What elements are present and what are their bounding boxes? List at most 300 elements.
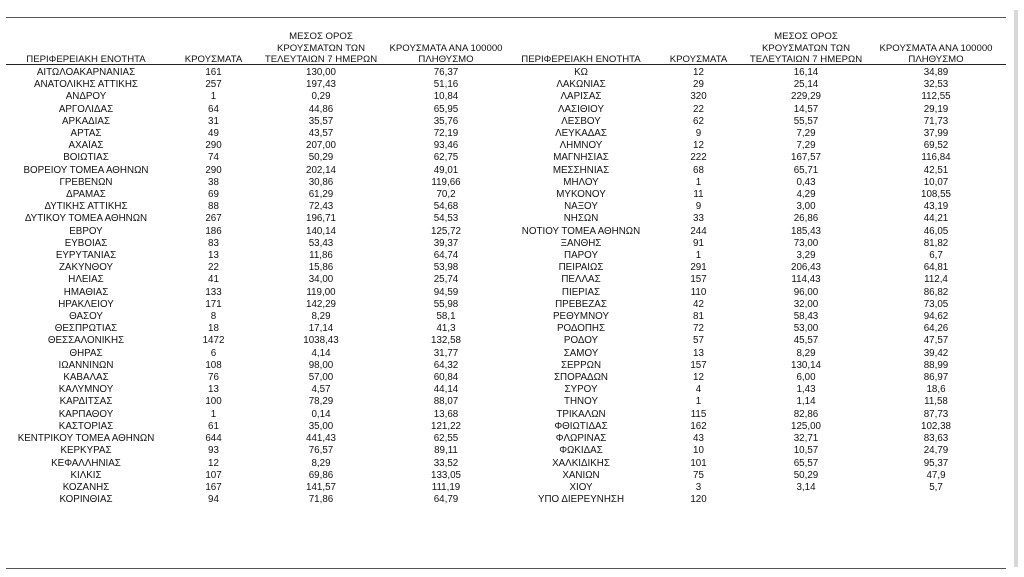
- cell-region-left: ΚΙΛΚΙΣ: [70, 469, 102, 481]
- cell-cases-left: 100: [205, 396, 222, 408]
- cell-cases-right: 12: [693, 372, 704, 384]
- cell-per100k-left: 111,19: [431, 481, 461, 493]
- cell-region-left: ΑΝΑΤΟΛΙΚΗΣ ΑΤΤΙΚΗΣ: [34, 79, 138, 91]
- cell-cases-left: 61: [208, 420, 219, 432]
- cell-region-left: ΚΑΣΤΟΡΙΑΣ: [58, 420, 114, 432]
- cell-avg7-left: 441,43: [306, 433, 336, 445]
- cell-avg7-left: 142,29: [306, 298, 336, 310]
- cell-region-left: ΑΙΤΩΛΟΑΚΑΡΝΑΝΙΑΣ: [36, 67, 136, 78]
- cell-cases-right: 12: [693, 67, 704, 78]
- cell-region-right: ΣΠΟΡΑΔΩΝ: [553, 372, 609, 384]
- cell-cases-left: 38: [208, 176, 219, 188]
- cell-per100k-left: 55,98: [433, 298, 459, 310]
- cell-cases-right: 91: [693, 237, 704, 249]
- cell-avg7-right: 125,00: [791, 420, 821, 432]
- cell-cases-right: 115: [690, 408, 707, 420]
- cell-region-left: ΓΡΕΒΕΝΩΝ: [59, 176, 113, 188]
- cell-region-left: ΖΑΚΥΝΘΟΥ: [58, 262, 114, 274]
- cell-region-left: ΚΕΝΤΡΙΚΟΥ ΤΟΜΕΑ ΑΘΗΝΩΝ: [17, 433, 155, 445]
- cell-cases-left: 13: [208, 250, 219, 262]
- cell-per100k-left: 64,32: [433, 359, 459, 371]
- cell-per100k-right: 71,73: [923, 115, 949, 127]
- table-row: [6, 494, 1006, 506]
- cell-avg7-left: 50,29: [308, 152, 334, 164]
- cell-region-left: ΕΒΡΟΥ: [69, 225, 103, 237]
- table-row: [6, 79, 1006, 91]
- table-row: [6, 396, 1006, 408]
- cell-cases-left: 22: [208, 262, 219, 274]
- cell-region-right: ΠΑΡΟΥ: [564, 250, 598, 262]
- cell-region-left: ΑΡΤΑΣ: [70, 128, 102, 140]
- cell-avg7-right: 16,14: [793, 67, 819, 78]
- cell-cases-right: 157: [690, 359, 707, 371]
- cell-avg7-right: 73,00: [793, 237, 819, 249]
- cell-region-right: ΛΑΡΙΣΑΣ: [560, 91, 602, 103]
- cell-cases-right: 62: [693, 115, 704, 127]
- cell-avg7-left: 76,57: [308, 445, 334, 457]
- cell-avg7-left: 8,29: [311, 311, 331, 323]
- cell-per100k-left: 54,68: [433, 201, 459, 213]
- header-row: [6, 24, 1006, 67]
- cell-region-right: ΣΕΡΡΩΝ: [560, 359, 602, 371]
- cell-cases-left: 108: [205, 359, 222, 371]
- cell-avg7-left: 119,00: [306, 286, 336, 298]
- cell-avg7-right: 82,86: [793, 408, 819, 420]
- cell-per100k-right: 69,52: [923, 140, 949, 152]
- cell-cases-right: 320: [690, 91, 707, 103]
- table-row: [6, 348, 1006, 360]
- cell-cases-right: 1: [695, 176, 702, 188]
- cell-avg7-right: 130,14: [791, 359, 821, 371]
- cell-cases-left: 8: [210, 311, 217, 323]
- cell-avg7-right: 26,86: [793, 213, 819, 225]
- cell-per100k-left: 62,55: [433, 433, 459, 445]
- cell-region-left: ΗΜΑΘΙΑΣ: [63, 286, 109, 298]
- cell-region-right: ΡΟΔΟΥ: [563, 335, 599, 347]
- header-cases-right: ΚΡΟΥΣΜΑΤΑ: [669, 53, 728, 65]
- cell-per100k-right: 88,99: [923, 359, 949, 371]
- cell-cases-left: 12: [208, 457, 219, 469]
- cell-per100k-left: 64,79: [433, 494, 459, 506]
- cell-avg7-left: 196,71: [306, 213, 336, 225]
- cell-avg7-right: 45,57: [793, 335, 819, 347]
- table-row: [6, 165, 1006, 177]
- cell-region-right: ΝΑΞΟΥ: [564, 201, 598, 213]
- cell-avg7-right: 6,00: [796, 372, 816, 384]
- cell-cases-left: 49: [208, 128, 219, 140]
- table-row: [6, 201, 1006, 213]
- cell-cases-right: 43: [693, 433, 704, 445]
- cell-per100k-right: 46,05: [923, 225, 949, 237]
- cell-per100k-right: 86,82: [923, 286, 949, 298]
- cell-region-right: ΝΗΣΩΝ: [563, 213, 599, 225]
- cell-cases-left: 88: [208, 201, 219, 213]
- cell-region-right: ΠΙΕΡΙΑΣ: [561, 286, 601, 298]
- cell-avg7-right: 7,29: [796, 140, 816, 152]
- cell-region-left: ΔΡΑΜΑΣ: [66, 189, 106, 201]
- cell-region-left: ΚΕΡΚΥΡΑΣ: [60, 445, 112, 457]
- cell-avg7-right: 65,71: [793, 164, 819, 176]
- table-row: [6, 433, 1006, 445]
- cell-region-right: ΜΥΚΟΝΟΥ: [556, 189, 606, 201]
- cell-per100k-left: 44,14: [433, 384, 459, 396]
- cell-cases-left: 18: [208, 323, 219, 335]
- cell-region-right: ΦΘΙΩΤΙΔΑΣ: [554, 420, 608, 432]
- table-row: [6, 67, 1006, 79]
- cell-cases-right: 222: [690, 152, 707, 164]
- cell-avg7-left: 71,86: [308, 494, 334, 506]
- cell-avg7-left: 141,57: [306, 481, 336, 493]
- cell-region-left: ΑΧΑΪΑΣ: [68, 140, 104, 152]
- cell-per100k-left: 60,84: [433, 372, 459, 384]
- cell-avg7-left: 15,86: [308, 262, 334, 274]
- cell-avg7-left: 0,14: [311, 408, 331, 420]
- table-row: [6, 177, 1006, 189]
- cell-per100k-right: 47,57: [923, 335, 949, 347]
- cell-avg7-right: 4,29: [796, 189, 816, 201]
- cell-cases-left: 64: [208, 103, 219, 115]
- cell-avg7-right: 32,71: [793, 433, 819, 445]
- cell-avg7-left: 30,86: [308, 176, 334, 188]
- cell-avg7-right: 3,29: [796, 250, 816, 262]
- cell-cases-left: 13: [208, 384, 219, 396]
- cell-region-right: ΥΠΟ ΔΙΕΡΕΥΝΗΣΗ: [537, 494, 625, 506]
- cell-cases-left: 167: [205, 481, 222, 493]
- cell-avg7-left: 197,43: [306, 79, 336, 91]
- cell-region-left: ΚΟΡΙΝΘΙΑΣ: [59, 494, 113, 506]
- cell-per100k-left: 35,76: [433, 115, 459, 127]
- cell-avg7-right: 0,43: [796, 176, 816, 188]
- cell-avg7-left: 202,14: [306, 164, 336, 176]
- cell-avg7-left: 43,57: [308, 128, 334, 140]
- cell-per100k-left: 62,75: [433, 152, 459, 164]
- cell-cases-left: 267: [205, 213, 222, 225]
- cell-avg7-right: [746, 494, 866, 506]
- cell-cases-left: 94: [208, 494, 219, 506]
- cell-avg7-left: 78,29: [308, 396, 334, 408]
- cell-per100k-right: 112,55: [921, 91, 951, 103]
- cell-per100k-right: 39,42: [923, 347, 949, 359]
- cell-per100k-right: 47,9: [926, 469, 946, 481]
- cell-region-right: ΤΡΙΚΑΛΩΝ: [556, 408, 606, 420]
- cell-cases-left: 290: [205, 140, 222, 152]
- cell-cases-left: 186: [205, 225, 222, 237]
- cell-region-left: ΔΥΤΙΚΗΣ ΑΤΤΙΚΗΣ: [44, 201, 128, 213]
- table-row: [6, 116, 1006, 128]
- cell-per100k-right: 44,21: [923, 213, 949, 225]
- table-row: [6, 140, 1006, 152]
- cell-region-left: ΕΥΡΥΤΑΝΙΑΣ: [55, 250, 117, 262]
- cell-avg7-right: 25,14: [793, 79, 819, 91]
- cell-per100k-left: 39,37: [433, 237, 459, 249]
- cell-per100k-right: 95,37: [923, 457, 949, 469]
- cell-cases-left: 257: [205, 79, 222, 91]
- cell-avg7-right: 1,14: [796, 396, 816, 408]
- cell-per100k-left: 53,98: [433, 262, 459, 274]
- cell-per100k-right: 83,63: [923, 433, 949, 445]
- table-row: [6, 128, 1006, 140]
- cell-region-left: ΑΡΚΑΔΙΑΣ: [62, 115, 110, 127]
- cell-cases-right: 81: [693, 311, 704, 323]
- table-row: [6, 384, 1006, 396]
- cell-cases-right: 72: [693, 323, 704, 335]
- cell-avg7-right: 53,00: [793, 323, 819, 335]
- cell-cases-right: 68: [693, 164, 704, 176]
- cell-avg7-right: 55,57: [793, 115, 819, 127]
- cell-region-left: ΑΝΔΡΟΥ: [65, 91, 107, 103]
- cell-region-right: ΜΗΛΟΥ: [563, 176, 599, 188]
- cell-per100k-right: 42,51: [923, 164, 949, 176]
- cell-per100k-left: 49,01: [433, 164, 459, 176]
- cell-cases-left: 1: [210, 91, 217, 103]
- cell-region-left: ΘΕΣΠΡΩΤΙΑΣ: [54, 323, 118, 335]
- cell-per100k-right: 11,58: [924, 396, 948, 408]
- cell-cases-left: 107: [205, 469, 222, 481]
- cell-region-right: ΣΥΡΟΥ: [564, 384, 598, 396]
- cell-cases-right: 9: [695, 201, 702, 213]
- table-row: [6, 445, 1006, 457]
- table-row: [6, 91, 1006, 103]
- cell-per100k-right: 108,55: [921, 189, 951, 201]
- cell-region-left: ΘΕΣΣΑΛΟΝΙΚΗΣ: [47, 335, 125, 347]
- cell-avg7-left: 130,00: [306, 67, 336, 78]
- cell-cases-left: 31: [208, 115, 219, 127]
- cell-region-right: ΦΛΩΡΙΝΑΣ: [555, 433, 607, 445]
- table-row: [6, 372, 1006, 384]
- cell-per100k-left: 10,84: [433, 91, 459, 103]
- cell-region-left: ΒΟΙΩΤΙΑΣ: [63, 152, 109, 164]
- cell-per100k-left: 94,59: [433, 286, 459, 298]
- cell-cases-right: 11: [693, 189, 704, 201]
- cell-region-left: ΚΑΒΑΛΑΣ: [63, 372, 109, 384]
- cell-avg7-left: 44,86: [308, 103, 334, 115]
- cell-region-right: ΠΡΕΒΕΖΑΣ: [555, 298, 607, 310]
- cell-region-left: ΔΥΤΙΚΟΥ ΤΟΜΕΑ ΑΘΗΝΩΝ: [24, 213, 148, 225]
- cell-avg7-right: 7,29: [796, 128, 816, 140]
- cell-per100k-left: 31,77: [433, 347, 459, 359]
- cell-per100k-left: 13,68: [433, 408, 459, 420]
- cell-region-left: ΘΑΣΟΥ: [69, 311, 103, 323]
- cell-region-left: ΚΟΖΑΝΗΣ: [62, 481, 110, 493]
- cell-region-right: ΤΗΝΟΥ: [564, 396, 598, 408]
- cell-avg7-right: 167,57: [791, 152, 821, 164]
- cell-cases-left: 76: [208, 372, 219, 384]
- cell-cases-right: 244: [690, 225, 707, 237]
- cell-per100k-left: 41,3: [436, 323, 456, 335]
- cell-avg7-left: 35,57: [308, 115, 334, 127]
- cell-region-right: ΡΕΘΥΜΝΟΥ: [553, 311, 609, 323]
- header-per100k-left: ΚΡΟΥΣΜΑΤΑ ΑΝΑ 100000 ΠΛΗΘΥΣΜΟ: [389, 42, 503, 65]
- table-row: [6, 287, 1006, 299]
- cell-cases-left: 1: [210, 408, 217, 420]
- cell-per100k-right: 29,19: [923, 103, 949, 115]
- cell-avg7-left: 69,86: [308, 469, 334, 481]
- cell-region-left: ΕΥΒΟΙΑΣ: [64, 237, 108, 249]
- cell-region-right: ΛΑΚΩΝΙΑΣ: [556, 79, 606, 91]
- cell-per100k-right: 116,84: [921, 152, 951, 164]
- cell-avg7-right: 32,00: [793, 298, 819, 310]
- cell-region-right: ΧΑΛΚΙΔΙΚΗΣ: [552, 457, 610, 469]
- cell-region-right: ΜΑΓΝΗΣΙΑΣ: [553, 152, 609, 164]
- cell-cases-right: 3: [695, 481, 702, 493]
- cell-region-right: ΡΟΔΟΠΗΣ: [556, 323, 606, 335]
- header-avg7-left: ΜΕΣΟΣ ΟΡΟΣ ΚΡΟΥΣΜΑΤΩΝ ΤΩΝ ΤΕΛΕΥΤΑΙΩΝ 7 ΗΜΕΡΩΝ: [264, 31, 378, 65]
- cell-region-right: ΦΩΚΙΔΑΣ: [559, 445, 603, 457]
- table-row: [6, 323, 1006, 335]
- cell-avg7-left: 207,00: [306, 140, 336, 152]
- table-row: [6, 189, 1006, 201]
- cell-avg7-right: 65,57: [793, 457, 819, 469]
- cell-per100k-right: 24,79: [923, 445, 949, 457]
- cell-per100k-left: 89,11: [434, 445, 458, 457]
- cell-per100k-right: 81,82: [923, 237, 949, 249]
- table-row: [6, 238, 1006, 250]
- cell-avg7-left: 98,00: [308, 359, 334, 371]
- cell-per100k-left: 93,46: [433, 140, 459, 152]
- cell-per100k-left: 119,66: [431, 176, 461, 188]
- cell-region-left: ΒΟΡΕΙΟΥ ΤΟΜΕΑ ΑΘΗΝΩΝ: [23, 164, 149, 176]
- cell-avg7-right: 50,29: [793, 469, 819, 481]
- cell-cases-right: 29: [693, 79, 704, 91]
- cell-per100k-left: 121,22: [431, 420, 461, 432]
- cell-cases-left: 83: [208, 237, 219, 249]
- cell-avg7-right: 3,00: [796, 201, 816, 213]
- cell-cases-right: 75: [693, 469, 704, 481]
- cell-cases-right: 42: [693, 298, 704, 310]
- cell-region-right: ΠΕΛΛΑΣ: [561, 274, 601, 286]
- cell-per100k-right: 102,38: [921, 420, 951, 432]
- cell-avg7-right: 58,43: [793, 311, 819, 323]
- cell-avg7-right: 185,43: [791, 225, 821, 237]
- cell-avg7-left: 140,14: [306, 225, 336, 237]
- cell-region-left: ΑΡΓΟΛΙΔΑΣ: [58, 103, 114, 115]
- cell-cases-right: 57: [693, 335, 704, 347]
- cell-cases-right: 162: [690, 420, 707, 432]
- cell-avg7-left: 8,29: [311, 457, 331, 469]
- cell-cases-left: 644: [205, 433, 222, 445]
- cell-region-right: ΛΕΥΚΑΔΑΣ: [555, 128, 607, 140]
- cell-region-right: ΝΟΤΙΟΥ ΤΟΜΕΑ ΑΘΗΝΩΝ: [521, 225, 641, 237]
- cell-cases-left: 69: [208, 189, 219, 201]
- cell-avg7-left: 53,43: [308, 237, 334, 249]
- cell-per100k-right: 94,62: [923, 311, 949, 323]
- cell-cases-left: 93: [208, 445, 219, 457]
- cell-per100k-right: 34,89: [923, 67, 949, 78]
- cases-table: [6, 24, 1006, 506]
- cell-per100k-right: [866, 494, 1006, 506]
- cell-avg7-left: 61,29: [308, 189, 334, 201]
- cell-cases-left: 6: [210, 347, 217, 359]
- cell-region-right: ΚΩ: [574, 67, 588, 78]
- cell-per100k-right: 112,4: [924, 274, 948, 286]
- cell-avg7-left: 11,86: [309, 250, 333, 262]
- cell-cases-right: 1: [695, 250, 702, 262]
- table-row: [6, 311, 1006, 323]
- cell-per100k-right: 5,7: [929, 481, 943, 493]
- cell-cases-left: 161: [205, 67, 222, 78]
- cell-cases-right: 10: [693, 445, 704, 457]
- cell-region-right: ΛΕΣΒΟΥ: [561, 115, 601, 127]
- cell-avg7-right: 8,29: [796, 347, 816, 359]
- cell-region-left: ΚΕΦΑΛΛΗΝΙΑΣ: [51, 457, 121, 469]
- cell-per100k-right: 87,73: [923, 408, 949, 420]
- cell-avg7-left: 35,00: [308, 420, 334, 432]
- cell-per100k-right: 43,19: [923, 201, 949, 213]
- cell-per100k-left: 54,53: [433, 213, 459, 225]
- table-row: [6, 250, 1006, 262]
- cell-avg7-right: 114,43: [791, 274, 821, 286]
- cell-region-right: ΛΑΣΙΘΙΟΥ: [557, 103, 605, 115]
- cell-per100k-right: 64,26: [923, 323, 949, 335]
- cell-region-left: ΘΗΡΑΣ: [69, 347, 103, 359]
- cell-avg7-left: 4,57: [311, 384, 331, 396]
- cell-cases-right: 120: [690, 494, 707, 506]
- table-row: [6, 213, 1006, 225]
- cell-avg7-left: 1038,43: [303, 335, 339, 347]
- header-per100k-right: ΚΡΟΥΣΜΑΤΑ ΑΝΑ 100000 ΠΛΗΘΥΣΜΟ: [879, 42, 993, 65]
- cell-cases-right: 9: [695, 128, 702, 140]
- cell-cases-left: 41: [208, 274, 219, 286]
- cell-avg7-right: 229,29: [791, 91, 821, 103]
- table-row: [6, 262, 1006, 274]
- cell-per100k-left: 33,52: [433, 457, 459, 469]
- cell-avg7-right: 96,00: [793, 286, 819, 298]
- cell-avg7-left: 57,00: [308, 372, 334, 384]
- cell-per100k-right: 64,81: [923, 262, 949, 274]
- cell-region-right: ΧΑΝΙΩΝ: [562, 469, 600, 481]
- cell-region-right: ΞΑΝΘΗΣ: [560, 237, 602, 249]
- cell-per100k-left: 51,16: [433, 79, 459, 91]
- cell-cases-left: 1472: [202, 335, 225, 347]
- cell-per100k-left: 25,74: [433, 274, 459, 286]
- top-rule: [6, 17, 1006, 18]
- cell-cases-right: 22: [693, 103, 704, 115]
- table-body: [6, 67, 1006, 506]
- cell-per100k-right: 18,6: [926, 384, 946, 396]
- cell-cases-right: 110: [690, 286, 707, 298]
- cell-region-left: ΚΑΛΥΜΝΟΥ: [58, 384, 114, 396]
- header-cases-left: ΚΡΟΥΣΜΑΤΑ: [184, 53, 243, 65]
- table-row: [6, 335, 1006, 347]
- cell-avg7-right: 10,57: [793, 445, 819, 457]
- cell-per100k-right: 37,99: [923, 128, 949, 140]
- cell-region-left: ΚΑΡΠΑΘΟΥ: [58, 408, 114, 420]
- cell-avg7-right: 1,43: [796, 384, 816, 396]
- cell-region-right: ΠΕΙΡΑΙΩΣ: [558, 262, 604, 274]
- cell-avg7-left: 0,29: [311, 91, 331, 103]
- cell-cases-left: 290: [205, 164, 222, 176]
- cell-per100k-right: 10,07: [923, 176, 949, 188]
- cell-region-right: ΧΙΟΥ: [569, 481, 593, 493]
- cell-cases-right: 4: [695, 384, 702, 396]
- table-row: [6, 470, 1006, 482]
- cell-avg7-left: 17,14: [308, 323, 334, 335]
- cell-per100k-left: 58,1: [436, 311, 456, 323]
- cell-cases-right: 291: [690, 262, 707, 274]
- cell-avg7-left: 4,14: [311, 347, 331, 359]
- cell-per100k-right: 86,97: [923, 372, 949, 384]
- cell-cases-right: 13: [693, 347, 704, 359]
- cell-per100k-right: 73,05: [923, 298, 949, 310]
- cell-cases-right: 1: [695, 396, 702, 408]
- cell-per100k-right: 6,7: [929, 250, 943, 262]
- cell-region-right: ΛΗΜΝΟΥ: [559, 140, 603, 152]
- cell-per100k-left: 72,19: [433, 128, 459, 140]
- cell-cases-right: 101: [690, 457, 707, 469]
- cell-per100k-right: 32,53: [923, 79, 949, 91]
- cell-per100k-left: 88,07: [433, 396, 459, 408]
- cell-per100k-left: 132,58: [431, 335, 461, 347]
